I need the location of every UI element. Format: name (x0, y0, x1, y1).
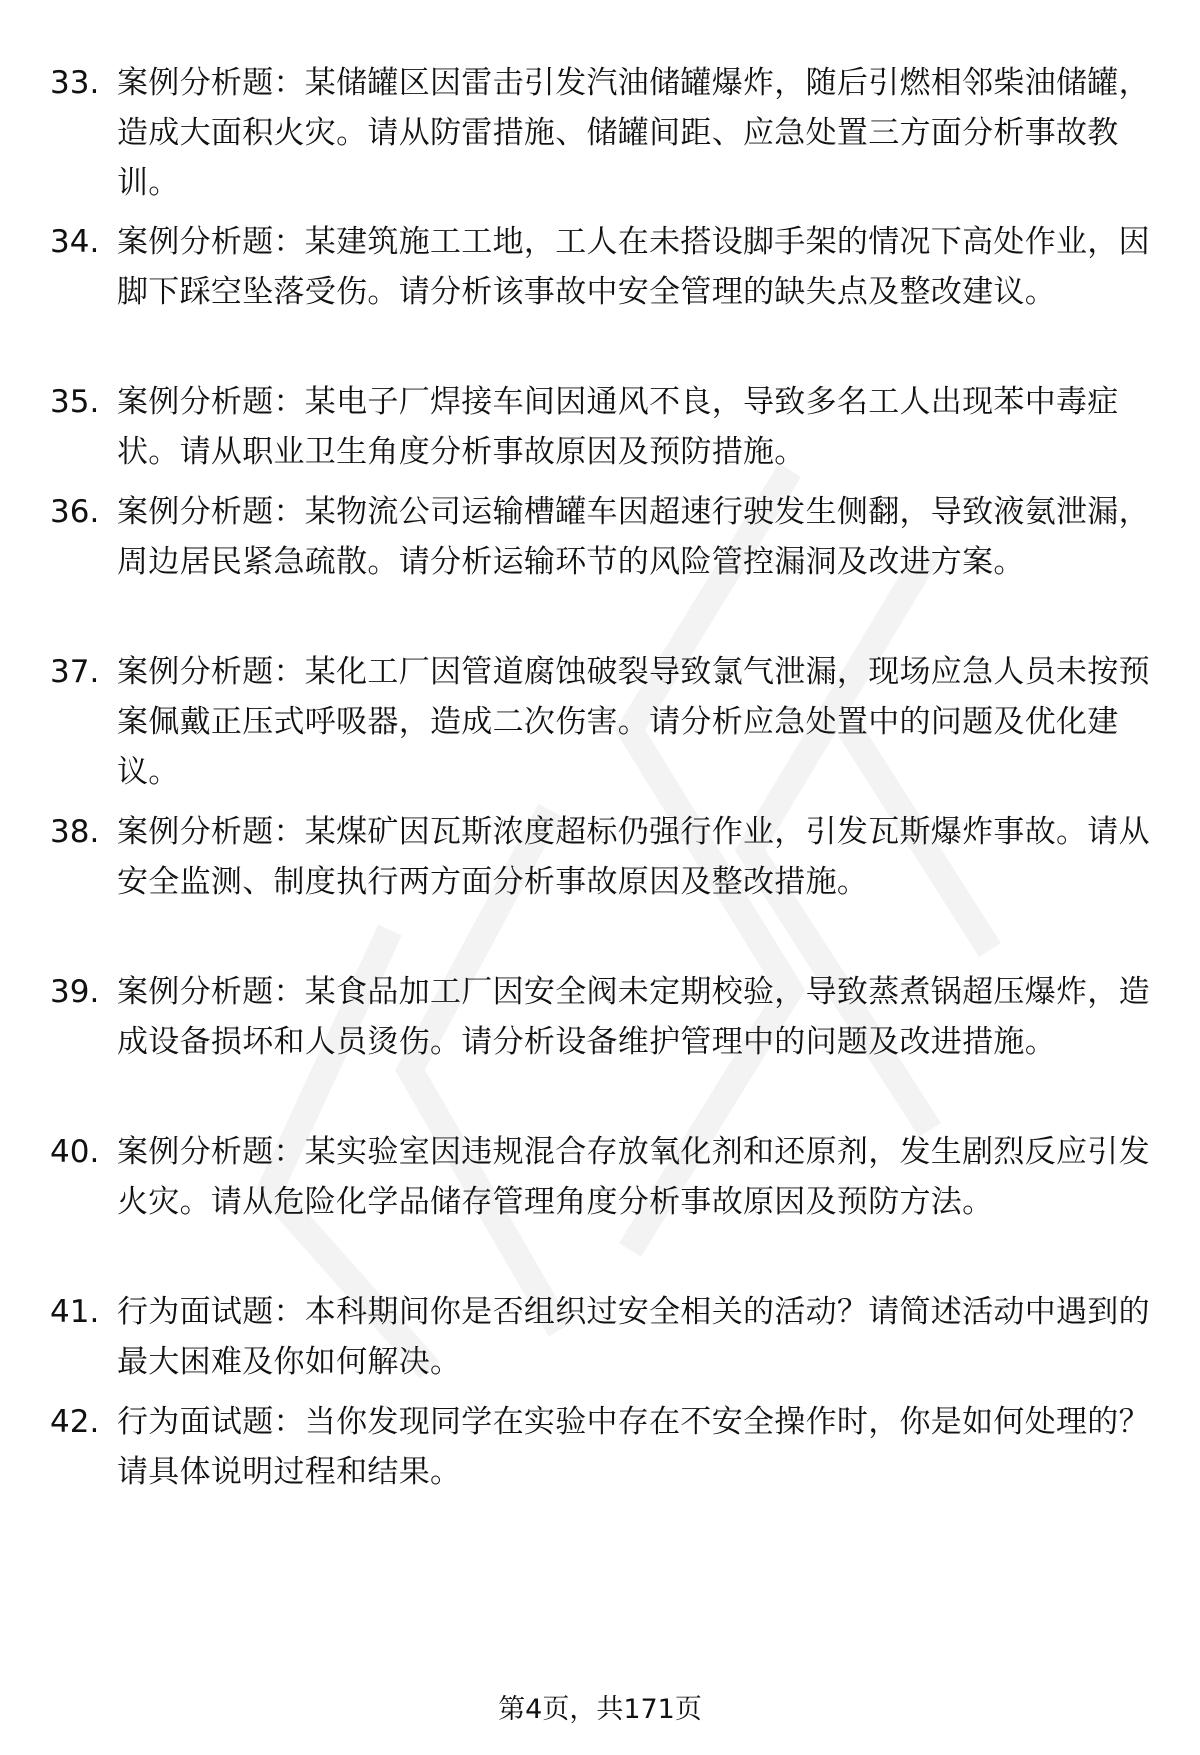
question-40 (50, 1127, 1150, 1227)
question-text: 案例分析题：某电子厂焊接车间因通风不良，导致多名工人出现苯中毒症状。请从职业卫生角度分析事故原因及预防措施。 (117, 384, 1119, 470)
question-number: 37. (50, 654, 100, 690)
question-text: 案例分析题：某食品加工厂因安全阀未定期校验，导致蒸煮锅超压爆炸，造成设备损坏和人员烫伤。请分析设备维护管理中的问题及改进措施。 (117, 974, 1150, 1060)
question-text: 案例分析题：某化工厂因管道腐蚀破裂导致氯气泄漏，现场应急人员未按预案佩戴正压式呼吸器，造成二次伤害。请分析应急处置中的问题及优化建议。 (117, 654, 1150, 790)
question-number: 35. (50, 384, 100, 420)
question-text: 案例分析题：某实验室因违规混合存放氧化剂和还原剂，发生剧烈反应引发火灾。请从危险化学品储存管理角度分析事故原因及预防方法。 (117, 1134, 1150, 1220)
question-text: 案例分析题：某物流公司运输槽罐车因超速行驶发生侧翻，导致液氨泄漏，周边居民紧急疏散。请分析运输环节的风险管控漏洞及改进方案。 (117, 494, 1150, 580)
question-number: 38. (50, 814, 100, 850)
question-41 (50, 1287, 1150, 1387)
question-38 (50, 807, 1150, 907)
question-33 (50, 58, 1150, 208)
page-number: 第4页，共171页 (498, 1694, 702, 1725)
question-36 (50, 487, 1150, 587)
question-39 (50, 967, 1150, 1067)
question-number: 40. (50, 1134, 100, 1170)
question-number: 42. (50, 1404, 100, 1440)
question-text: 案例分析题：某建筑施工工地，工人在未搭设脚手架的情况下高处作业，因脚下踩空坠落受伤。请分析该事故中安全管理的缺失点及整改建议。 (117, 224, 1150, 310)
question-number: 33. (50, 65, 100, 101)
question-text: 案例分析题：某储罐区因雷击引发汽油储罐爆炸，随后引燃相邻柴油储罐，造成大面积火灾。请从防雷措施、储罐间距、应急处置三方面分析事故教训。 (117, 65, 1150, 201)
question-34 (50, 217, 1150, 317)
question-number: 41. (50, 1294, 100, 1330)
question-number: 39. (50, 974, 100, 1010)
question-text: 案例分析题：某煤矿因瓦斯浓度超标仍强行作业，引发瓦斯爆炸事故。请从安全监测、制度执行两方面分析事故原因及整改措施。 (117, 814, 1150, 900)
question-text: 行为面试题：当你发现同学在实验中存在不安全操作时，你是如何处理的？请具体说明过程和结果。 (117, 1404, 1150, 1490)
question-number: 36. (50, 494, 100, 530)
question-text: 行为面试题：本科期间你是否组织过安全相关的活动？请简述活动中遇到的最大困难及你如何解决。 (117, 1294, 1150, 1380)
question-35 (50, 377, 1150, 477)
question-42 (50, 1397, 1150, 1497)
question-37 (50, 647, 1150, 797)
question-number: 34. (50, 224, 100, 260)
